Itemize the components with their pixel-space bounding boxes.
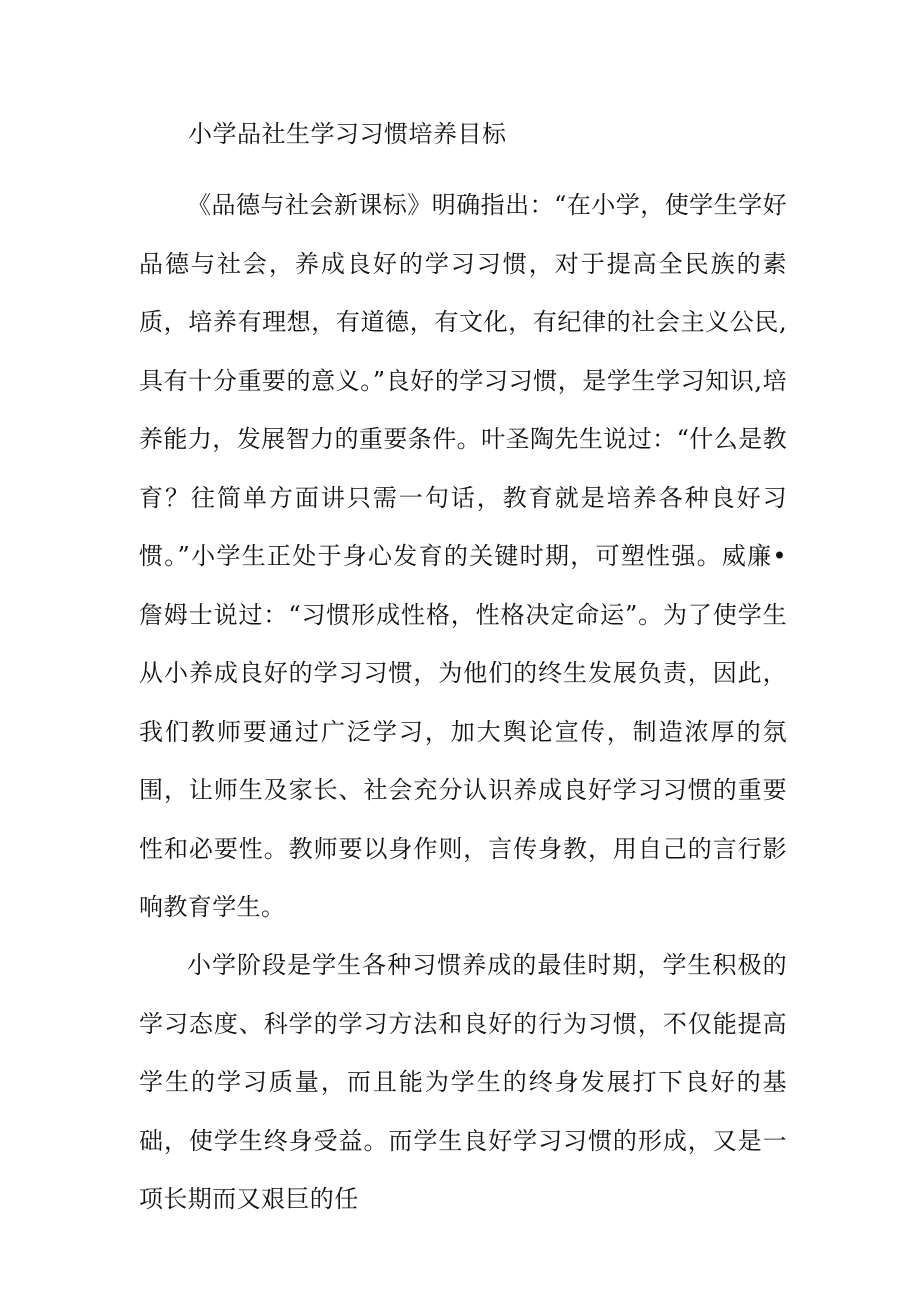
paragraph-2: 小学阶段是学生各种习惯养成的最佳时期，学生积极的学习态度、科学的学习方法和良好的行为习惯，不仅能提高学生的学习质量，而且能为学生的终身发展打下良好的基础，使学生终身受益。而学生良好学习习惯的形成，又是一项长期而又艰巨的任 [139, 951, 787, 1213]
paragraph-1: 《品德与社会新课标》明确指出：“在小学，使学生学好品德与社会，养成良好的学习习惯，对于提高全民族的素质，培养有理想，有道德，有文化，有纪律的社会主义公民,具有十分重要的意义。”良好的学习习惯，是学生学习知识,培养能力，发展智力的重要条件。叶圣陶先生说过：“什么是教育？往简单方面讲只需一句话，教育就是培养各种良好习惯。”小学生正处于身心发育的关键时期，可塑性强。威廉•詹姆士说过：“习惯形成性格，性格决定命运”。为了使学生从小养成良好的学习习惯，为他们的终生发展负责，因此，我们教师要通过广泛学习，加大舆论宣传，制造浓厚的氛围，让师生及家长、社会充分认识养成良好学习习惯的重要性和必要性。教师要以身作则，言传身教，用自己的言行影响教育学生。 [139, 191, 787, 921]
document-title: 小学品社生学习习惯培养目标 [188, 120, 507, 148]
